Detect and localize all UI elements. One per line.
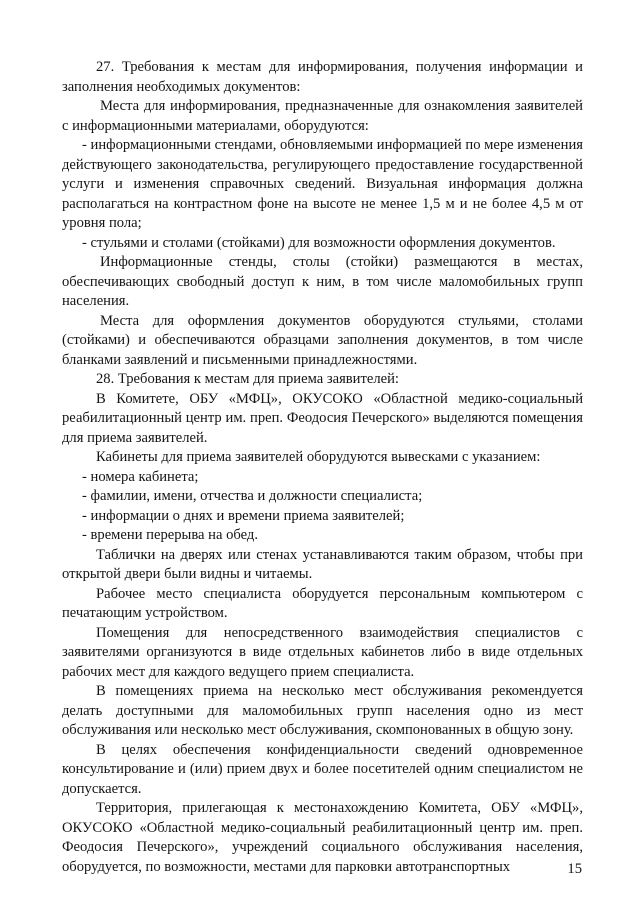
paragraph-stands-placement: Информационные стенды, столы (стойки) размещаются в местах, обеспечивающих свободный доступ к ним, в том числе маломобильных групп населения. — [62, 254, 583, 309]
paragraph-info-stands: - информационными стендами, обновляемыми информацией по мере изменения действующего законодательства, регулирующего предоставление государственной услуги и изменения справочных сведений. Визуальная информация должна располагаться на контрастном фоне на высоте не менее 1,5 м и не более 4,5 м от уровня пола; — [62, 137, 583, 231]
paragraph-confidentiality: В целях обеспечения конфиденциальности сведений одновременное консультирование и (или) прием двух и более посетителей одним специалистом не допускается. — [62, 741, 583, 797]
document-body — [62, 58, 583, 877]
paragraph-signs-intro: Кабинеты для приема заявителей оборудуются вывесками с указанием: — [96, 449, 541, 465]
paragraph-workplace: Рабочее место специалиста оборудуется персональным компьютером с печатающим устройством. — [62, 585, 583, 621]
paragraph-27-heading: 27. Требования к местам для информирования, получения информации и заполнения необходимых документов: — [62, 59, 583, 95]
list-item-reception-days: - информации о днях и времени приема заявителей; — [82, 507, 405, 524]
paragraph-accessibility: В помещениях приема на несколько мест обслуживания рекомендуется делать доступными для маломобильных групп населения одно из мест обслуживания или несколько мест обслуживания, скомпонованных в общую зону. — [62, 683, 583, 738]
paragraph-door-plates: Таблички на дверях или стенах устанавливаются таким образом, чтобы при открытой двери были видны и читаемы. — [62, 546, 583, 582]
paragraph-territory-parking: Территория, прилегающая к местонахождению Комитета, ОБУ «МФЦ», ОКУСОКО «Областной медико-социальный реабилитационный центр им. преп. Феодосия Печерского», учреждений социального обслуживания населения, оборудуется, по возможности, местами для парковки автотранспортных — [62, 800, 583, 875]
list-item-specialist-name: - фамилии, имени, отчества и должности специалиста; — [82, 488, 423, 504]
paragraph-reception-rooms: В Комитете, ОБУ «МФЦ», ОКУСОКО «Областной медико-социальный реабилитационный центр им. преп. Феодосия Печерского» выделяются помещения для приема заявителей. — [62, 390, 583, 446]
paragraph-chairs-tables: - стульями и столами (стойками) для возможности оформления документов. — [82, 234, 556, 251]
list-item-lunch-break: - времени перерыва на обед. — [82, 527, 258, 543]
paragraph-28-heading: 28. Требования к местам для приема заявителей: — [96, 371, 399, 387]
list-item-room-number: - номера кабинета; — [82, 468, 199, 485]
paragraph-document-places: Места для оформления документов оборудуются стульями, столами (стойками) и обеспечиваются образцами заполнения документов, в том числе бланками заявлений и письменными принадлежностями. — [62, 312, 583, 368]
page-number: 15 — [567, 861, 582, 877]
paragraph-info-places: Места для информирования, предназначенные для ознакомления заявителей с информационными материалами, оборудуются: — [62, 98, 583, 134]
paragraph-interaction-rooms: Помещения для непосредственного взаимодействия специалистов с заявителями организуются в виде отдельных кабинетов либо в виде отдельных рабочих мест для каждого ведущего прием специалиста. — [62, 624, 583, 680]
